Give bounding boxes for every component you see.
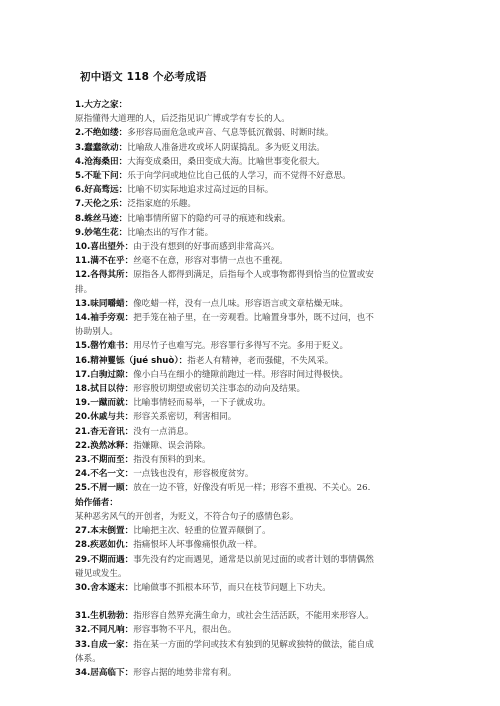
idiom-entry xyxy=(75,609,427,623)
idiom-definition: 比喻做事不抓根本环节，而只在枝节问题上下功夫。 xyxy=(133,582,331,593)
idiom-term: 16.精神矍铄（jué shuò）： xyxy=(75,355,188,366)
idiom-term: 31.生机勃勃： xyxy=(75,611,134,622)
idiom-entry xyxy=(75,254,427,268)
idiom-entry xyxy=(75,155,427,169)
idiom-definition: 由于没有想到的好事而感到非常高兴。 xyxy=(133,242,280,253)
idiom-term: 22.涣然冰释： xyxy=(75,440,134,451)
idiom-definition-continued: 原指懂得大道理的人，后泛指见识广博或学有专长的人。 xyxy=(75,114,290,125)
idiom-term: 24.不名一文： xyxy=(75,469,134,480)
idiom-definition: 事先没有约定而遇见，通常是以前见过面的或者计划的事情偶然 xyxy=(133,554,374,565)
idiom-entry xyxy=(75,382,427,396)
idiom-entry xyxy=(75,98,427,126)
idiom-definition: 多形容局面危急或声音、气息等低沉微弱、时断时续。 xyxy=(127,128,334,139)
idiom-term: 6.好高骛远： xyxy=(75,185,128,196)
idiom-term: 21.杳无音讯： xyxy=(75,426,134,437)
idiom-term: 11.满不在乎： xyxy=(75,256,134,267)
idiom-entry xyxy=(75,638,427,666)
idiom-term: 28.疾恶如仇： xyxy=(75,540,134,551)
idiom-definition: 丝毫不在意，形容对事情一点也不重视。 xyxy=(133,256,288,267)
idiom-entry xyxy=(75,141,427,155)
idiom-term: 8.蛛丝马迹： xyxy=(75,213,128,224)
idiom-definition: 乐于向学问或地位比自己低的人学习，而不觉得不好意思。 xyxy=(127,171,351,182)
idiom-entry xyxy=(75,439,427,453)
idiom-definition-continued: 某种恶劣风气的开创者，为贬义，不符合句子的感情色彩。 xyxy=(75,511,299,522)
idiom-definition-continued: 排。 xyxy=(75,284,93,295)
idiom-term: 13.味同嚼蜡： xyxy=(75,298,134,309)
idiom-entry xyxy=(75,467,427,481)
idiom-definition: 形容关系密切，利害相同。 xyxy=(133,412,237,423)
idiom-entry xyxy=(75,553,427,581)
idiom-entry xyxy=(75,226,427,240)
idiom-definition: 没有一点消息。 xyxy=(133,426,194,437)
idiom-term: 33.自成一家： xyxy=(75,639,134,650)
idiom-entry xyxy=(75,268,427,296)
idiom-definition: 比喻把主次、轻重的位置弄颠倒了。 xyxy=(133,526,271,537)
idiom-term: 17.白驹过隙： xyxy=(75,369,134,380)
idiom-entry xyxy=(75,623,427,637)
idiom-entry xyxy=(75,410,427,424)
idiom-term: 34.居高临下： xyxy=(75,667,134,678)
idiom-term: 27.本末倒置： xyxy=(75,526,134,537)
idiom-definition: 放在一边不管，好像没有听见一样；形容不重视、不关心。26. xyxy=(133,483,371,494)
idiom-term: 23.不期而至： xyxy=(75,455,134,466)
idiom-term: 19.一蹴而就： xyxy=(75,398,134,409)
idiom-term: 3.蠢蠢欲动： xyxy=(75,142,128,153)
idiom-term: 29.不期而遇： xyxy=(75,554,134,565)
idiom-definition: 比喻不切实际地追求过高过远的目标。 xyxy=(127,185,274,196)
idiom-definition-continued: 碰见或发生。 xyxy=(75,568,127,579)
idiom-entry xyxy=(75,453,427,467)
idiom-entry xyxy=(75,297,427,311)
idiom-entry xyxy=(75,396,427,410)
idiom-definition: 形容殷切期望或密切关注事态的动向及结果。 xyxy=(133,384,306,395)
idiom-term: 5.不耻下问： xyxy=(75,171,128,182)
idiom-definition: 原指各人都得到满足，后指每个人或事物都得到恰当的位置或安 xyxy=(133,270,374,281)
idiom-term: 25.不屑一顾： xyxy=(75,483,134,494)
idiom-entry xyxy=(75,240,427,254)
idiom-definition: 像小白马在细小的缝隙前跑过一样。形容时间过得极快。 xyxy=(133,369,349,380)
idiom-entry xyxy=(75,481,427,524)
idiom-definition: 泛指家庭的乐趣。 xyxy=(127,199,196,210)
idiom-term: 4.沧海桑田： xyxy=(75,156,128,167)
idiom-entry xyxy=(75,183,427,197)
idiom-definition: 形容占据的地势非常有利。 xyxy=(133,667,237,678)
idiom-definition: 指形容自然界充满生命力，或社会生活活跃，不能用来形容人。 xyxy=(133,611,374,622)
idiom-list xyxy=(75,98,427,680)
idiom-term: 始作俑者： xyxy=(75,497,118,508)
idiom-definition: 把手笼在袖子里，在一旁观看。比喻置身事外，既不过问，也不 xyxy=(133,313,374,324)
idiom-entry xyxy=(75,538,427,552)
idiom-definition: 比喻杰出的写作才能。 xyxy=(127,227,214,238)
idiom-entry xyxy=(75,354,427,368)
idiom-term: 10.喜出望外： xyxy=(75,242,134,253)
idiom-entry xyxy=(75,311,427,339)
idiom-entry xyxy=(75,339,427,353)
idiom-entry xyxy=(75,581,427,595)
section-gap xyxy=(75,595,427,609)
idiom-term: 14.袖手旁观： xyxy=(75,313,134,324)
idiom-term: 2.不绝如缕： xyxy=(75,128,128,139)
idiom-entry xyxy=(75,666,427,680)
idiom-entry xyxy=(75,212,427,226)
idiom-entry xyxy=(75,197,427,211)
idiom-term: 7.天伦之乐： xyxy=(75,199,128,210)
idiom-definition: 指没有预料的到来。 xyxy=(133,455,211,466)
idiom-definition: 用尽竹子也难写完。形容罪行多得写不完。多用于贬义。 xyxy=(133,341,349,352)
idiom-definition: 像吃蜡一样，没有一点儿味。形容语言或文章枯燥无味。 xyxy=(133,298,349,309)
idiom-definition: 比喻事情轻而易举，一下子就成功。 xyxy=(133,398,271,409)
idiom-term: 12.各得其所： xyxy=(75,270,134,281)
idiom-entry xyxy=(75,169,427,183)
idiom-definition: 指嫌隙、误会消除。 xyxy=(133,440,211,451)
idiom-definition: 比喻敌人准备进攻或坏人阴谋捣乱。多为贬义用法。 xyxy=(127,142,325,153)
idiom-term: 20.休戚与共： xyxy=(75,412,134,423)
idiom-term: 15.罄竹难书： xyxy=(75,341,134,352)
idiom-term: 1.大方之家： xyxy=(75,100,128,110)
idiom-definition: 一点钱也没有，形容极度贫穷。 xyxy=(133,469,254,480)
idiom-definition: 指老人有精神，老而强健，不失风采。 xyxy=(187,355,334,366)
idiom-definition-continued: 体系。 xyxy=(75,653,101,664)
idiom-term: 32.不同凡响： xyxy=(75,625,134,636)
idiom-term: 9.妙笔生花： xyxy=(75,227,128,238)
idiom-definition: 比喻事情所留下的隐约可寻的痕迹和线索。 xyxy=(127,213,291,224)
idiom-definition: 指在某一方面的学问或技术有独到的见解或独特的做法，能自成 xyxy=(133,639,374,650)
idiom-definition: 形容事物不平凡，很出色。 xyxy=(133,625,237,636)
idiom-definition: 指痛恨坏人坏事像痛恨仇敌一样。 xyxy=(133,540,263,551)
idiom-entry xyxy=(75,126,427,140)
idiom-entry xyxy=(75,524,427,538)
idiom-entry xyxy=(75,368,427,382)
idiom-term: 30.舍本逐末： xyxy=(75,582,134,593)
idiom-term: 18.拭目以待： xyxy=(75,384,134,395)
document-title: 初中语文 118 个必考成语 xyxy=(80,71,207,83)
idiom-definition: 大海变成桑田，桑田变成大海。比喻世事变化很大。 xyxy=(127,156,325,167)
idiom-definition-continued: 协助别人。 xyxy=(75,327,118,338)
idiom-entry xyxy=(75,425,427,439)
